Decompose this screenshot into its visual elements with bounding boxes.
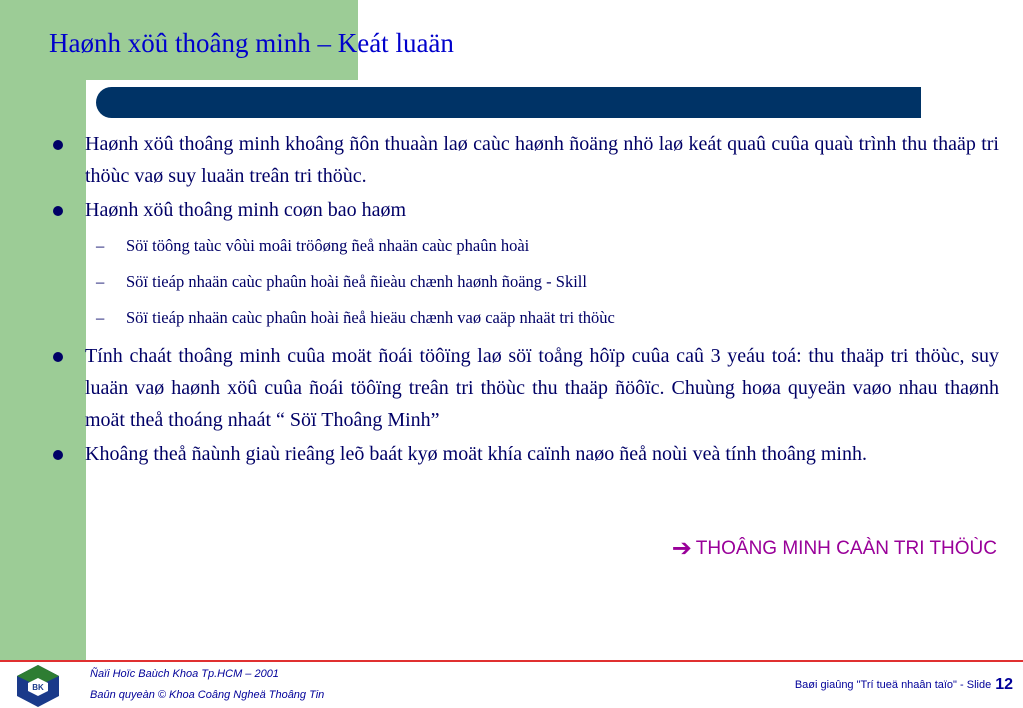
dash-icon: – xyxy=(96,236,105,255)
sub-bullet-text: Söï tieáp nhaän caùc phaûn hoài ñeå ñieàu chænh haønh ñoäng - Skill xyxy=(126,272,587,291)
bk-logo-icon xyxy=(12,664,64,708)
footer-university: Ñaïi Hoïc Baùch Khoa Tp.HCM – 2001 xyxy=(90,668,279,680)
logo-text: BK xyxy=(32,683,44,692)
footer-lecture-title: Baøi giaûng "Trí tueä nhaân taïo" - Slide xyxy=(794,679,992,691)
bullet-text: Khoâng theå ñaùnh giaù rieâng leõ baát kyø moät khía caïnh naøo ñeå noùi veà tính thoâng minh. xyxy=(85,443,867,465)
bullet-dot-icon xyxy=(53,140,63,150)
bullet-item xyxy=(49,438,999,470)
conclusion-text: THOÂNG MINH CAÀN TRI THÖÙC xyxy=(695,538,997,559)
sub-bullet-item xyxy=(49,300,999,336)
footer-copyright: Baûn quyeàn © Khoa Coâng Ngheä Thoâng Tin xyxy=(90,689,325,701)
footer-slide-info xyxy=(795,676,1013,694)
bullet-item xyxy=(49,194,999,226)
bullet-text: Haønh xöû thoâng minh coøn bao haøm xyxy=(85,199,407,221)
title-underline-bar xyxy=(96,87,921,118)
footer-divider xyxy=(0,660,1023,662)
right-arrow-icon: ➔ xyxy=(671,535,692,562)
sub-bullet-item xyxy=(49,228,999,264)
bullet-item xyxy=(49,128,999,192)
bullet-text: Tính chaát thoâng minh cuûa moät ñoái töôïng laø söï toång hôïp cuûa caû 3 yeáu toá: thu thaäp tri thöùc, suy luaän vaø haønh xöû cuûa ñoái töôïng treân tri thöùc thu thaäp ñöôïc. Chuùng hoøa quyeän vaøo nhau thaønh moät theå thoáng nhaát “ Söï Thoâng Minh” xyxy=(85,345,999,431)
dash-icon: – xyxy=(96,308,105,327)
sub-bullet-text: Söï tieáp nhaän caùc phaûn hoài ñeå hieäu chænh vaø caäp nhaät tri thöùc xyxy=(126,308,615,327)
sub-bullet-text: Söï töông taùc vôùi moâi tröôøng ñeå nhaän caùc phaûn hoài xyxy=(126,236,530,255)
bullet-dot-icon xyxy=(53,352,63,362)
slide-title: Haønh xöû thoâng minh – Keát luaän xyxy=(49,28,454,58)
dash-icon: – xyxy=(96,272,105,291)
slide-number: 12 xyxy=(995,676,1013,693)
conclusion xyxy=(672,534,997,563)
bullet-dot-icon xyxy=(53,450,63,460)
bullet-dot-icon xyxy=(53,206,63,216)
bullet-item xyxy=(49,340,999,436)
footer-credits xyxy=(90,664,324,706)
slide-body xyxy=(49,128,999,472)
bullet-text: Haønh xöû thoâng minh khoâng ñôn thuaàn laø caùc haønh ñoäng nhö laø keát quaû cuûa quaù trình thu thaäp tri thöùc vaø suy luaän treân tri thöùc. xyxy=(85,133,999,187)
sub-bullet-item xyxy=(49,264,999,300)
